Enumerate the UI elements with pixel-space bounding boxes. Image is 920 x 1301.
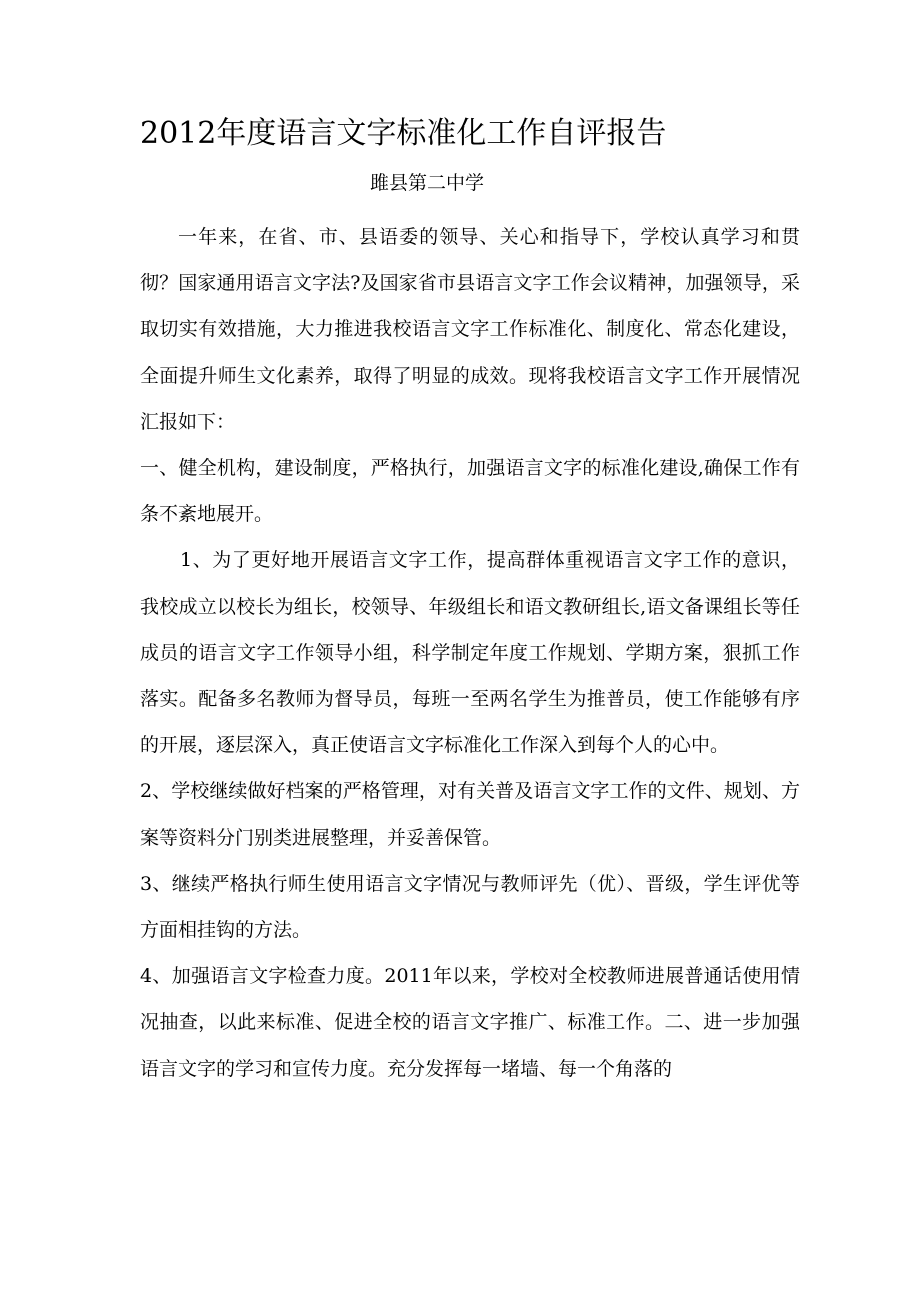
paragraph-item-3: 3、继续严格执行师生使用语言文字情况与教师评先（优）、晋级，学生评优等方面相挂钩的方法。 — [140, 872, 800, 942]
document-body — [140, 214, 800, 1092]
paragraph-item-1: 1、为了更好地开展语言文字工作，提高群体重视语言文字工作的意识，我校成立以校长为组长，校领导、年级组长和语文教研组长,语文备课组长等任成员的语言文字工作领导小组，科学制定年度工作规划、学期方案，狠抓工作落实。配备多名教师为督导员，每班一至两名学生为推普员，使工作能够有序的开展，逐层深入，真正使语言文字标准化工作深入到每个人的心中。 — [140, 549, 800, 757]
document-author: 雎县第二中学 — [370, 172, 485, 194]
paragraph-item-2: 2、学校继续做好档案的严格管理，对有关普及语言文字工作的文件、规划、方案等资料分门别类进展整理，并妥善保管。 — [140, 780, 800, 849]
document-title: 2012年度语言文字标准化工作自评报告 — [140, 116, 667, 151]
paragraph-intro: 一年来，在省、市、县语委的领导、关心和指导下，学校认真学习和贯彻？国家通用语言文字法?及国家省市县语言文字工作会议精神，加强领导，采取切实有效措施，大力推进我校语言文字工作标准化、制度化、常态化建设，全面提升师生文化素养，取得了明显的成效。现将我校语言文字工作开展情况汇报如下： — [140, 226, 800, 433]
paragraph-section-1-heading: 一、健全机构，建设制度，严格执行，加强语言文字的标准化建设,确保工作有条不紊地展开。 — [140, 457, 800, 526]
paragraph-item-4: 4、加强语言文字检查力度。2011年以来，学校对全校教师进展普通话使用情况抽查，以此来标准、促进全校的语言文字推广、标准工作。二、进一步加强语言文字的学习和宣传力度。充分发挥每一堵墙、每一个角落的 — [140, 965, 800, 1080]
